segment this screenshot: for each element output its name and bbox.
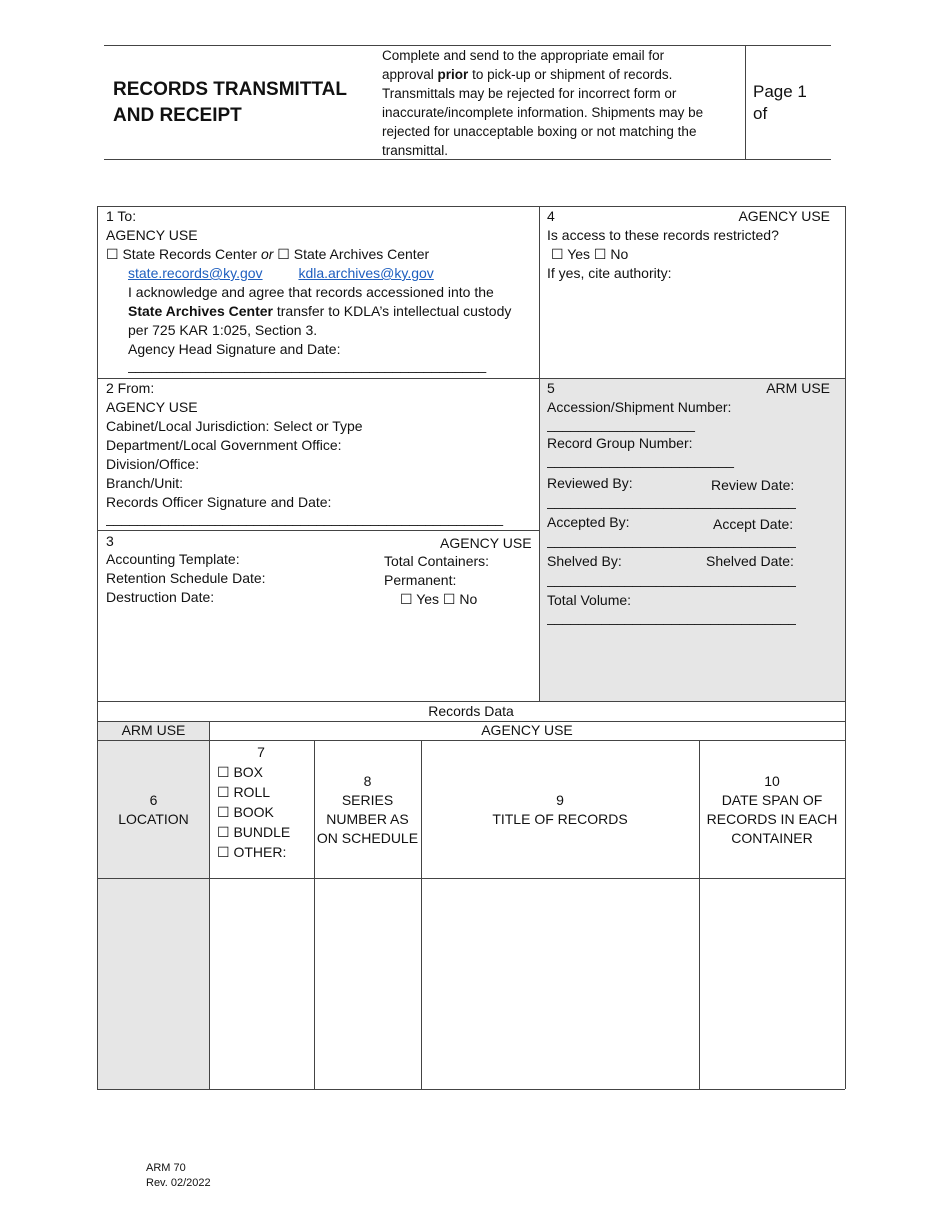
cite-authority-label: If yes, cite authority: (547, 265, 672, 281)
access-question: Is access to these records restricted? (547, 227, 779, 243)
email-state-records-link[interactable]: state.records@ky.gov (128, 265, 263, 281)
total-containers-field[interactable]: Total Containers: (384, 553, 490, 569)
records-officer-signature-label: Records Officer Signature and Date: (106, 494, 332, 510)
email-kdla-archives-link[interactable]: kdla.archives@ky.gov (298, 265, 434, 281)
records-officer-signature-line[interactable]: ___________________________________________________ (106, 510, 504, 526)
section-5-arm (547, 398, 797, 470)
section-2-use: AGENCY USE (106, 399, 198, 415)
section-2-from: 2 From: AGENCY USE Cabinet/Local Jurisdiction: Select or Type Department/Local Government Office: Division/Office: Branch/Unit: Records Officer Signature and Date: ___________________________________________________ (106, 379, 536, 528)
agency-head-signature-line[interactable]: ______________________________________________ (128, 357, 487, 373)
retention-schedule-date-field[interactable]: Retention Schedule Date: (106, 570, 266, 586)
col-10-header: 10 DATE SPAN OF RECORDS IN EACH CONTAINER (706, 773, 838, 846)
review-line[interactable]: ________________________________ (547, 493, 797, 509)
total-volume-line[interactable]: ________________________________ (547, 609, 797, 625)
division-field[interactable]: Division/Office: (106, 456, 200, 472)
section-4-use: AGENCY USE (738, 208, 830, 224)
col-6-header: 6 LOCATION (118, 792, 189, 827)
section-1-use: AGENCY USE (106, 227, 198, 243)
branch-field[interactable]: Branch/Unit: (106, 475, 184, 491)
shelved-date-label: Shelved Date: (706, 553, 794, 569)
header-instructions: Complete and send to the appropriate email for approval prior to pick-up or shipment of records. Transmittals may be rejected for incorrect form or inaccurate/incomplete information. Shipments may be rejected for unacceptable boxing or not matching the transmittal. (382, 48, 704, 158)
form-footer (146, 1161, 211, 1191)
col-9-header: 9 TITLE OF RECORDS (492, 792, 628, 827)
shelved-line[interactable]: ________________________________ (547, 571, 797, 587)
destruction-date-field[interactable]: Destruction Date: (106, 589, 215, 605)
review-date-label: Review Date: (711, 477, 795, 493)
section-2-label: 2 From: (106, 380, 155, 396)
agency-head-signature-label: Agency Head Signature and Date: (128, 341, 341, 357)
section-3-right (384, 552, 489, 609)
reviewed-by-label: Reviewed By: (547, 475, 633, 491)
title-entry-cell[interactable] (422, 879, 699, 1089)
series-entry-cell[interactable] (315, 879, 421, 1089)
col-7-header: 7 ☐ BOX ☐ ROLL ☐ BOOK ☐ BUNDLE ☐ OTHER: (217, 742, 313, 862)
location-entry-cell[interactable] (98, 879, 209, 1089)
container-book-checkbox[interactable]: ☐ BOOK (217, 804, 274, 820)
container-bundle-checkbox[interactable]: ☐ BUNDLE (217, 824, 291, 840)
section-3-num: 3 (106, 533, 114, 549)
section-1-label: 1 To: (106, 208, 137, 224)
container-box-checkbox[interactable]: ☐ BOX (217, 764, 264, 780)
section-1-to (106, 207, 536, 375)
accepted-by-label: Accepted By: (547, 514, 630, 530)
record-group-number-label: Record Group Number: (547, 435, 693, 451)
total-volume-label: Total Volume: (547, 592, 632, 608)
access-restricted-options[interactable]: ☐ Yes ☐ No (551, 246, 629, 262)
accounting-template-field[interactable]: Accounting Template: (106, 551, 240, 567)
container-other-checkbox[interactable]: ☐ OTHER: (217, 844, 287, 860)
form-number: ARM 70 (146, 1162, 186, 1174)
form-title: RECORDS TRANSMITTAL AND RECEIPT (113, 79, 347, 126)
record-group-number-line[interactable]: ________________________ (547, 452, 734, 468)
section-4-access (547, 226, 779, 283)
col-8-header: 8 SERIES NUMBER AS ON SCHEDULE (316, 773, 419, 846)
section-4-num: 4 (547, 208, 555, 224)
revision-date: Rev. 02/2022 (146, 1177, 211, 1189)
section-5-use: ARM USE (766, 380, 830, 396)
cabinet-select[interactable]: Select or Type (273, 418, 363, 434)
destination-checkboxes[interactable]: ☐ State Records Center or ☐ State Archives Center (106, 246, 430, 262)
department-field[interactable]: Department/Local Government Office: (106, 437, 342, 453)
section-3-use: AGENCY USE (440, 535, 532, 551)
container-entry-cell[interactable] (210, 879, 314, 1089)
accept-line[interactable]: ________________________________ (547, 532, 797, 548)
arm-use-column-header: ARM USE (121, 722, 186, 738)
accession-number-label: Accession/Shipment Number: (547, 399, 732, 415)
page-number: Page 1 of (753, 82, 807, 123)
permanent-options[interactable]: ☐ Yes ☐ No (400, 591, 478, 607)
accept-date-label: Accept Date: (713, 516, 794, 532)
section-3-left (106, 550, 266, 607)
section-5-num: 5 (547, 380, 555, 396)
accession-number-line[interactable]: ___________________ (547, 416, 695, 432)
permanent-label: Permanent: (384, 572, 457, 588)
agency-use-column-header: AGENCY USE (481, 722, 573, 738)
shelved-by-label: Shelved By: (547, 553, 622, 569)
records-data-heading: Records Data (428, 703, 514, 719)
acknowledgement-text: I acknowledge and agree that records accessioned into the State Archives Center transfer to KDLA’s intellectual custody per 725 KAR 1:025, Section 3. Agency Head Signature and Date: ______________________________________________ (106, 283, 536, 375)
container-roll-checkbox[interactable]: ☐ ROLL (217, 784, 271, 800)
date-span-entry-cell[interactable] (700, 879, 845, 1089)
